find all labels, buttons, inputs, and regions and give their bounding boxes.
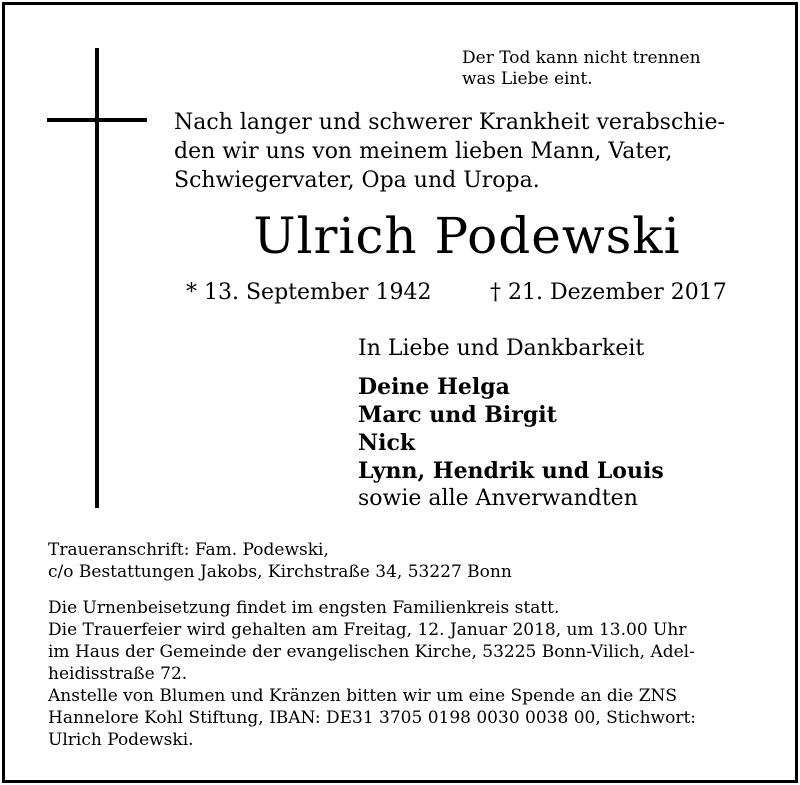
cross-horizontal-bar <box>47 118 147 122</box>
intro-text <box>174 108 725 195</box>
intro-line: Nach langer und schwerer Krankheit verabschie- <box>174 110 725 135</box>
intro-line: Schwiegervater, Opa und Uropa. <box>174 168 540 193</box>
motto <box>462 48 701 90</box>
notice-line: Die Trauerfeier wird gehalten am Freitag, 12. Januar 2018, um 13.00 Uhr <box>48 620 687 640</box>
notice-line: Hannelore Kohl Stiftung, IBAN: DE31 3705 0198 0030 0038 00, Stichwort: <box>48 708 697 728</box>
birth-date: * 13. September 1942 <box>186 280 432 305</box>
mourner-entry: Marc und Birgit <box>358 402 557 428</box>
address-line: Traueranschrift: Fam. Podewski, <box>48 540 329 560</box>
motto-line: was Liebe eint. <box>462 69 593 89</box>
mourner-entry: Lynn, Hendrik und Louis <box>358 458 664 484</box>
death-date: † 21. Dezember 2017 <box>490 280 727 305</box>
address-line: c/o Bestattungen Jakobs, Kirchstraße 34, 53227 Bonn <box>48 562 512 582</box>
notice-line: Anstelle von Blumen und Kränzen bitten wir um eine Spende an die ZNS <box>48 686 678 706</box>
mourning-address <box>48 539 512 583</box>
notice-line: Ulrich Podewski. <box>48 730 194 750</box>
mourners-list <box>358 373 664 513</box>
motto-line: Der Tod kann nicht trennen <box>462 48 701 68</box>
notice-line: Die Urnenbeisetzung findet im engsten Familienkreis statt. <box>48 598 560 618</box>
notice-line: im Haus der Gemeinde der evangelischen Kirche, 53225 Bonn-Vilich, Adel- <box>48 642 695 662</box>
funeral-notice <box>48 597 696 751</box>
intro-line: den wir uns von meinem lieben Mann, Vater, <box>174 139 673 164</box>
notice-line: heidisstraße 72. <box>48 664 188 684</box>
deceased-name: Ulrich Podewski <box>253 207 681 265</box>
cross-vertical-bar <box>95 48 99 508</box>
mourner-entry: Deine Helga <box>358 374 510 400</box>
mourner-entry: sowie alle Anverwandten <box>358 486 638 511</box>
mourner-entry: Nick <box>358 430 416 456</box>
dedication: In Liebe und Dankbarkeit <box>358 336 645 361</box>
